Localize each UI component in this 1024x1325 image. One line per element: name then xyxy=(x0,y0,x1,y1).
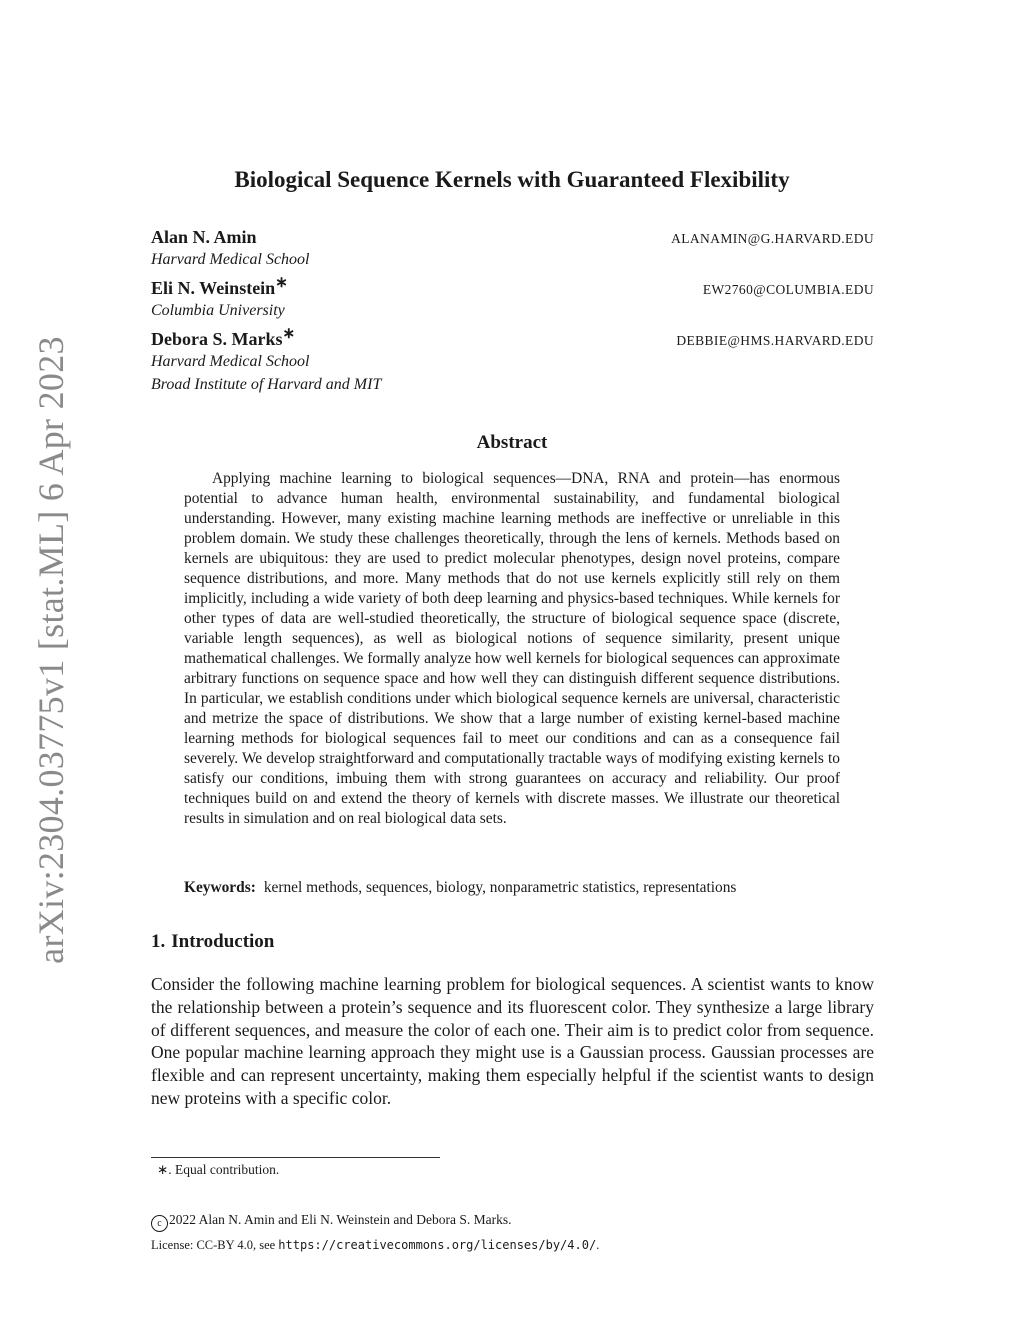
author-email[interactable]: ALANAMIN@G.HARVARD.EDU xyxy=(671,231,874,246)
author-name: Debora S. Marks∗ xyxy=(151,326,296,349)
keywords-label: Keywords: xyxy=(184,879,256,896)
abstract-heading: Abstract xyxy=(476,432,548,453)
section-heading xyxy=(151,931,274,953)
keywords xyxy=(184,878,840,898)
author-email[interactable]: DEBBIE@HMS.HARVARD.EDU xyxy=(676,333,874,348)
license-link[interactable]: https://creativecommons.org/licenses/by/4.0/ xyxy=(278,1238,597,1252)
keywords-text: kernel methods, sequences, biology, nonparametric statistics, representations xyxy=(263,879,737,896)
arxiv-stamp-text: arXiv:2304.03775v1 [stat.ML] 6 Apr 2023 xyxy=(31,336,72,964)
author-block xyxy=(151,224,874,271)
license-line xyxy=(151,1238,599,1253)
license-suffix: . xyxy=(596,1238,600,1252)
author-block xyxy=(151,273,874,322)
footnote-divider xyxy=(151,1157,440,1158)
author-block xyxy=(151,324,874,396)
section-number: 1. xyxy=(151,931,166,952)
author-affiliation: Columbia University xyxy=(151,302,285,319)
license-prefix: License: CC-BY 4.0, see xyxy=(151,1238,276,1252)
section-title: Introduction xyxy=(171,931,275,952)
copyright-text: 2022 Alan N. Amin and Eli N. Weinstein and Debora S. Marks. xyxy=(169,1212,512,1227)
author-affiliation: Harvard Medical School xyxy=(151,251,310,268)
author-name: Alan N. Amin xyxy=(151,227,257,247)
author-affiliation: Harvard Medical School xyxy=(151,353,310,370)
author-affiliation: Broad Institute of Harvard and MIT xyxy=(151,376,382,393)
author-email[interactable]: EW2760@COLUMBIA.EDU xyxy=(702,282,874,297)
author-name: Eli N. Weinstein∗ xyxy=(151,275,288,298)
copyright-icon: c xyxy=(151,1215,168,1232)
footnote: ∗. Equal contribution. xyxy=(157,1162,280,1177)
paper-title: Biological Sequence Kernels with Guaranteed Flexibility xyxy=(234,167,790,192)
copyright-line xyxy=(151,1212,512,1232)
abstract-text: Applying machine learning to biological sequences—DNA, RNA and protein—has enormous potential to advance human health, environmental sustainability, and fundamental biological understanding. However, many existing machine learning methods are ineffective or unreliable in this problem domain. We study these challenges theoretically, through the lens of kernels. Methods based on kernels are ubiquitous: they are used to predict molecular phenotypes, design novel proteins, compare sequence distributions, and more. Many methods that do not use kernels explicitly still rely on them implicitly, including a wide variety of both deep learning and physics-based techniques. While kernels for other types of data are well-studied theoretically, the structure of biological sequence space (discrete, variable length sequences), as well as biological notions of sequence similarity, present unique mathematical challenges. We formally analyze how well kernels for biological sequences can approximate arbitrary functions on sequence space and how well they can distinguish different sequence distributions. In particular, we establish conditions under which biological sequence kernels are universal, characteristic and metrize the space of distributions. We show that a large number of existing kernel-based machine learning methods for biological sequences fail to meet our conditions and can as a consequence fail severely. We develop straightforward and computationally tractable ways of modifying existing kernels to satisfy our conditions, imbuing them with strong guarantees on accuracy and reliability. Our proof techniques build on and extend the theory of kernels with discrete masses. We illustrate our theoretical results in simulation and on real biological data sets. xyxy=(184,470,840,827)
intro-paragraph: Consider the following machine learning problem for biological sequences. A scientist wants to know the relationship between a protein’s sequence and its fluorescent color. They synthesize a large library of different sequences, and measure the color of each one. Their aim is to predict color from sequence. One popular machine learning approach they might use is a Gaussian process. Gaussian processes are flexible and can represent uncertainty, making them especially helpful if the scientist wants to design new proteins with a specific color. xyxy=(151,974,874,1108)
